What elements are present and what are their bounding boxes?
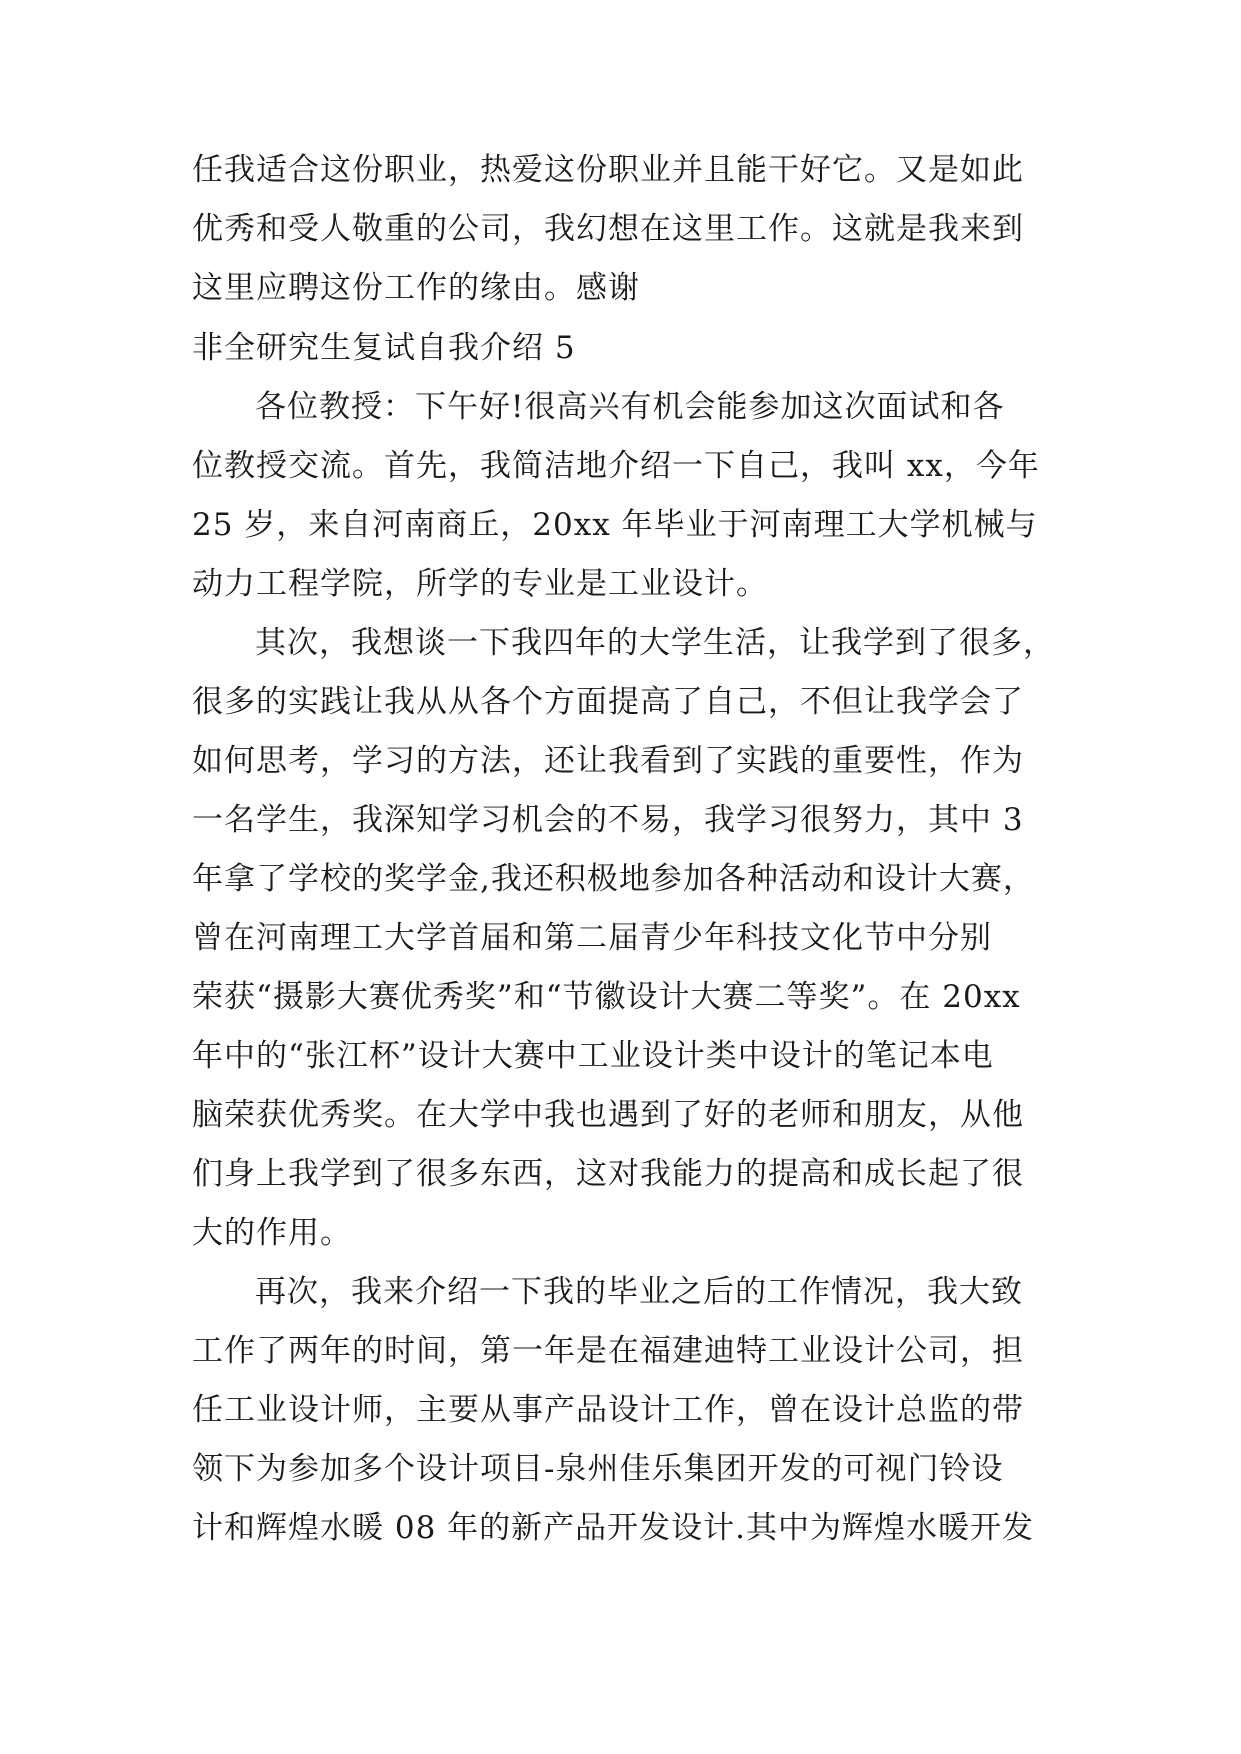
text-line: 计和辉煌水暖 08 年的新产品开发设计.其中为辉煌水暖开发 bbox=[192, 1510, 1035, 1546]
text-line: 动力工程学院，所学的专业是工业设计。 bbox=[192, 566, 768, 602]
text-line: 很多的实践让我从从各个方面提高了自己，不但让我学会了 bbox=[192, 684, 1024, 720]
text-line: 如何思考，学习的方法，还让我看到了实践的重要性，作为 bbox=[192, 743, 1024, 779]
text-line: 领下为参加多个设计项目-泉州佳乐集团开发的可视门铃设 bbox=[192, 1451, 1004, 1487]
text-line: 曾在河南理工大学首届和第二届青少年科技文化节中分别 bbox=[192, 920, 992, 956]
text-line: 再次，我来介绍一下我的毕业之后的工作情况，我大致 bbox=[255, 1274, 1023, 1310]
text-line: 年拿了学校的奖学金,我还积极地参加各种活动和设计大赛， bbox=[192, 861, 1035, 897]
text-line: 脑荣获优秀奖。在大学中我也遇到了好的老师和朋友，从他 bbox=[192, 1097, 1024, 1133]
text-line: 各位教授：下午好!很高兴有机会能参加这次面试和各 bbox=[255, 389, 1005, 425]
text-line: 年中的“张江杯”设计大赛中工业设计类中设计的笔记本电 bbox=[192, 1038, 994, 1074]
text-line: 荣获“摄影大赛优秀奖”和“节徽设计大赛二等奖”。在 20xx bbox=[192, 979, 1021, 1015]
text-line: 优秀和受人敬重的公司，我幻想在这里工作。这就是我来到 bbox=[192, 211, 1024, 247]
text-line: 工作了两年的时间，第一年是在福建迪特工业设计公司，担 bbox=[192, 1333, 1024, 1369]
text-line: 大的作用。 bbox=[192, 1215, 352, 1251]
text-line: 其次，我想谈一下我四年的大学生活，让我学到了很多， bbox=[255, 625, 1055, 661]
text-line: 一名学生，我深知学习机会的不易，我学习很努力，其中 3 bbox=[192, 802, 1024, 838]
text-line: 25 岁，来自河南商丘，20xx 年毕业于河南理工大学机械与 bbox=[192, 507, 1038, 543]
text-line: 任工业设计师，主要从事产品设计工作，曾在设计总监的带 bbox=[192, 1392, 1024, 1428]
text-line: 位教授交流。首先，我简洁地介绍一下自己，我叫 xx，今年 bbox=[192, 448, 1040, 484]
text-line: 任我适合这份职业，热爱这份职业并且能干好它。又是如此 bbox=[192, 152, 1024, 188]
text-line: 们身上我学到了很多东西，这对我能力的提高和成长起了很 bbox=[192, 1156, 1024, 1192]
text-line: 这里应聘这份工作的缘由。感谢 bbox=[192, 270, 640, 306]
section-heading: 非全研究生复试自我介绍 5 bbox=[192, 330, 576, 366]
